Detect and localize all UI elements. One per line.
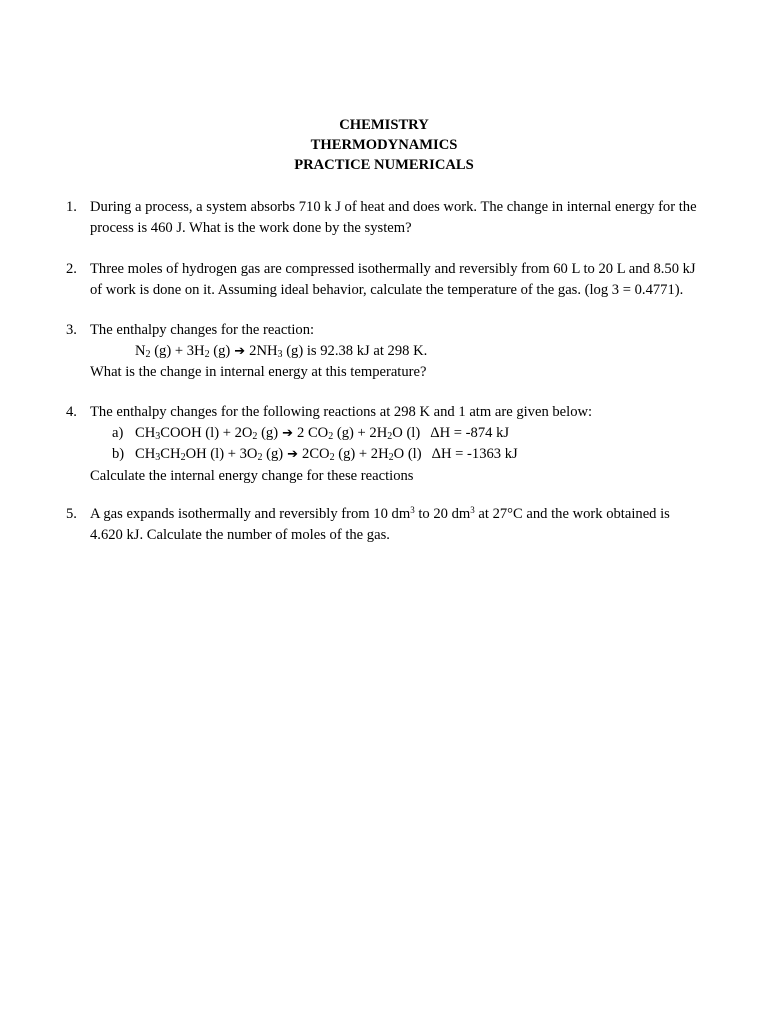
question-number: 2. bbox=[66, 261, 77, 277]
question-4 bbox=[66, 402, 726, 486]
enthalpy-value: ΔH = -874 kJ bbox=[430, 424, 510, 441]
document-heading bbox=[0, 115, 768, 175]
question-text: process is 460 J. What is the work done by the system? bbox=[90, 219, 412, 236]
question-number: 1. bbox=[66, 199, 77, 215]
question-3 bbox=[66, 320, 726, 383]
arrow-icon: ➔ bbox=[282, 425, 293, 441]
arrow-icon: ➔ bbox=[234, 343, 246, 359]
question-text: of work is done on it. Assuming ideal behavior, calculate the temperature of the gas. (log 3 = 0.4771). bbox=[90, 281, 684, 298]
heading-subject: CHEMISTRY bbox=[339, 117, 429, 133]
reaction-equation: $N_2$ $(g) + 3H_2$ (g) ➔ $2NH_3$ (g) is 92.38 kJ at 298 K. bbox=[135, 342, 428, 360]
sub-item-label: b) bbox=[112, 446, 125, 462]
question-text: Three moles of hydrogen gas are compressed isothermally and reversibly from 60 L to 20 L and 8.50 kJ bbox=[90, 261, 696, 277]
question-2 bbox=[66, 259, 726, 300]
question-text: What is the change in internal energy at this temperature? bbox=[90, 364, 427, 380]
reaction-a: a) $CH_3COOH$ $(l) + 2O_2$ (g) ➔ 2 $CO_2$ $(g) + 2H_2O$ (l) ΔH = -874 kJ bbox=[112, 424, 510, 442]
question-text: The enthalpy changes for the following reactions at 298 K and 1 atm are given below: bbox=[90, 404, 593, 420]
sub-item-label: a) bbox=[112, 424, 124, 441]
reaction-b: b) $CH_3CH_2OH$ $(l) + 3O_2$ (g) ➔ $2CO_2$ $(g) + 2H_2O$ (l) ΔH = -1363 kJ bbox=[112, 446, 518, 463]
enthalpy-value: ΔH = -1363 kJ bbox=[431, 446, 518, 462]
question-text: 4.620 kJ. Calculate the number of moles of the gas. bbox=[90, 526, 390, 543]
question-text: A gas expands isothermally and reversibly from 10 $dm^3$ to 20 $dm^3$ at 27°C and the work obtained is bbox=[90, 505, 670, 522]
question-5 bbox=[66, 504, 726, 545]
question-1 bbox=[66, 197, 726, 238]
question-number: 5. bbox=[66, 506, 77, 522]
question-text: Calculate the internal energy change for these reactions bbox=[90, 467, 414, 484]
heading-topic: THERMODYNAMICS bbox=[310, 137, 458, 153]
question-number: 3. bbox=[66, 322, 77, 338]
heading-type: PRACTICE NUMERICALS bbox=[294, 157, 474, 173]
question-text: The enthalpy changes for the reaction: bbox=[90, 322, 315, 338]
question-text: During a process, a system absorbs 710 k J of heat and does work. The change in internal energy for the bbox=[90, 199, 697, 215]
question-number: 4. bbox=[66, 404, 77, 420]
arrow-icon: ➔ bbox=[287, 447, 299, 462]
